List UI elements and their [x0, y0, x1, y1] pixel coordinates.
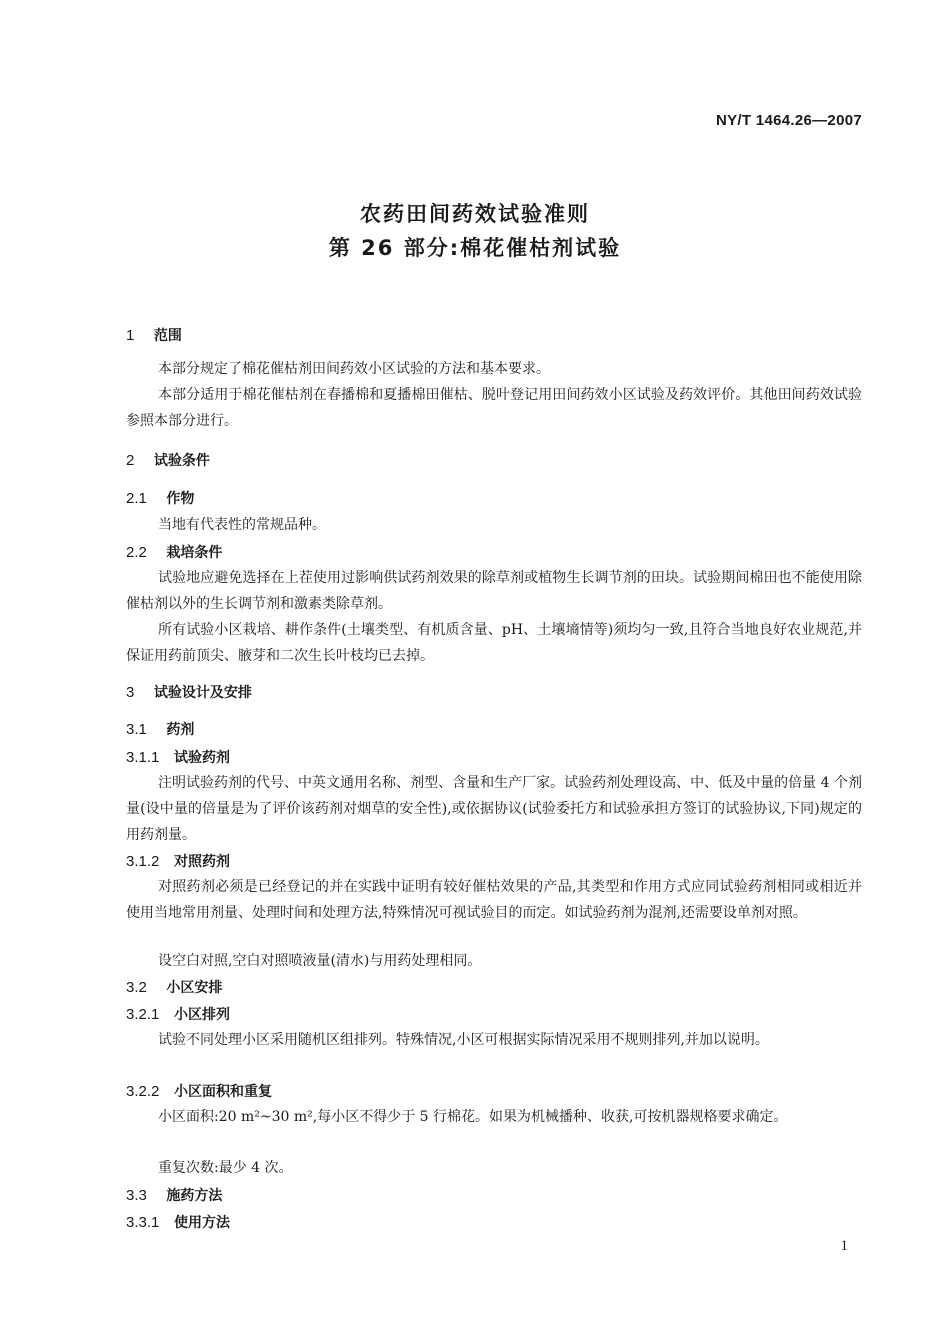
section-number: 3.1.2 — [126, 853, 160, 870]
paragraph: 重复次数:最少 4 次。 — [158, 1160, 293, 1176]
section-title: 对照药剂 — [174, 854, 230, 870]
section-title: 试验设计及安排 — [153, 685, 252, 701]
section-3-2-heading — [126, 977, 862, 997]
paragraph: 设空白对照,空白对照喷液量(清水)与用药处理相同。 — [158, 953, 482, 969]
section-3-1-heading — [126, 719, 862, 739]
standard-code: NY/T 1464.26—2007 — [715, 112, 862, 129]
section-3-2-1-heading — [126, 1004, 862, 1024]
paragraph: 试验地应避免选择在上茬使用过影响供试药剂效果的除草剂或植物生长调节剂的田块。试验期间棉田也不能使用除催枯剂以外的生长调节剂和激素类除草剂。 — [126, 570, 862, 612]
section-3-1-2-heading — [126, 851, 862, 871]
section-number: 3.1.1 — [126, 749, 160, 766]
section-title: 使用方法 — [174, 1215, 230, 1231]
document-title-line2: 第 26 部分:棉花催枯剂试验 — [328, 236, 622, 260]
section-2-1-heading — [126, 488, 862, 508]
paragraph: 试验不同处理小区采用随机区组排列。特殊情况,小区可根据实际情况采用不规则排列,并加以说明。 — [158, 1032, 769, 1048]
paragraph: 本部分规定了棉花催枯剂田间药效小区试验的方法和基本要求。 — [158, 361, 550, 377]
section-number: 3 — [126, 684, 135, 701]
section-1-heading — [126, 325, 862, 345]
paragraph: 本部分适用于棉花催枯剂在春播棉和夏播棉田催枯、脱叶登记用田间药效小区试验及药效评价。其他田间药效试验参照本部分进行。 — [126, 387, 862, 429]
section-number: 3.2.2 — [126, 1083, 160, 1100]
section-number: 3.2.1 — [126, 1006, 160, 1023]
section-title: 小区面积和重复 — [174, 1084, 272, 1100]
section-title: 小区安排 — [166, 980, 223, 996]
section-title: 施药方法 — [166, 1188, 223, 1204]
section-number: 2.2 — [126, 544, 147, 561]
section-number: 3.3.1 — [126, 1214, 160, 1231]
section-2-heading — [126, 450, 862, 470]
section-title: 小区排列 — [174, 1007, 230, 1023]
paragraph: 对照药剂必须是已经登记的并在实践中证明有较好催枯效果的产品,其类型和作用方式应同试验药剂相同或相近并使用当地常用剂量、处理时间和处理方法,特殊情况可视试验目的而定。如试验药剂为混剂,还需要设单剂对照。 — [126, 879, 862, 921]
section-number: 2 — [126, 452, 135, 469]
document-title-line1: 农药田间药效试验准则 — [360, 202, 590, 226]
section-number: 3.3 — [126, 1187, 147, 1204]
section-number: 1 — [126, 327, 135, 344]
section-number: 3.1 — [126, 721, 147, 738]
section-title: 作物 — [166, 491, 195, 507]
section-3-1-1-heading — [126, 747, 862, 767]
paragraph: 小区面积:20 m²~30 m²,每小区不得少于 5 行棉花。如果为机械播种、收获,可按机器规格要求确定。 — [158, 1109, 788, 1125]
section-title: 试验药剂 — [174, 750, 230, 766]
page-number: 1 — [840, 1238, 848, 1254]
section-title: 试验条件 — [153, 453, 210, 469]
section-number: 2.1 — [126, 490, 147, 507]
paragraph: 注明试验药剂的代号、中英文通用名称、剂型、含量和生产厂家。试验药剂处理设高、中、低及中量的倍量 4 个剂量(设中量的倍量是为了评价该药剂对烟草的安全性),或依据协议(试验委托方和试验承担方签订的试验协议,下同)规定的用药剂量。 — [126, 775, 862, 843]
section-3-3-1-heading — [126, 1212, 862, 1232]
section-3-heading — [126, 682, 862, 702]
paragraph: 当地有代表性的常规品种。 — [158, 517, 326, 533]
section-3-3-heading — [126, 1185, 862, 1205]
section-title: 药剂 — [166, 722, 195, 738]
section-3-2-2-heading — [126, 1081, 862, 1101]
section-title: 栽培条件 — [166, 545, 223, 561]
section-2-2-heading — [126, 542, 862, 562]
paragraph: 所有试验小区栽培、耕作条件(土壤类型、有机质含量、pH、土壤墒情等)须均匀一致,且符合当地良好农业规范,并保证用药前顶尖、腋芽和二次生长叶枝均已去掉。 — [126, 622, 862, 664]
section-number: 3.2 — [126, 979, 147, 996]
section-title: 范围 — [153, 328, 182, 344]
